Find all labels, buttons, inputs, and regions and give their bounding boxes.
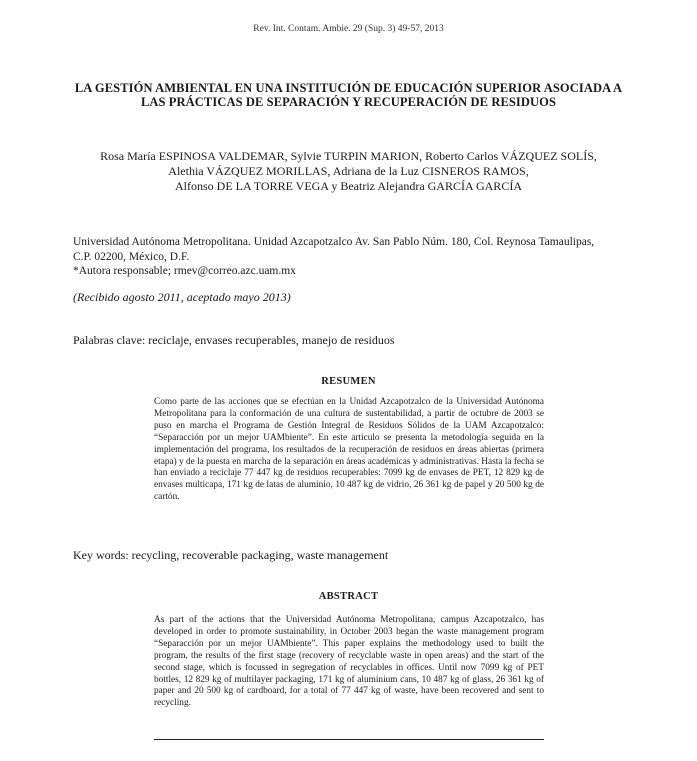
paper-title — [60, 81, 637, 109]
footnote-divider — [154, 739, 544, 740]
authors-line-1: Rosa María ESPINOSA VALDEMAR, Sylvie TURPIN MARION, Roberto Carlos VÁZQUEZ SOLÍS, — [100, 149, 597, 163]
affiliation-line-1: Universidad Autónoma Metropolitana. Unidad Azcapotzalco Av. San Pablo Núm. 180, Col. Reynosa Tamaulipas, — [73, 236, 595, 248]
abstract-body: As part of the actions that the Universidad Autónoma Metropolitana, campus Azcapotzalco, has developed in order to promote sustainability, in October 2003 began the waste management program “Separacción por un mejor UAMbiente”. This paper explains the methodology used to built the program, the results of the first stage (recovery of recyclable waste in open areas) and the start of the second stage, which is focussed in segregation of recyclables in offices. Until now 7099 kg of PET bottles, 12 829 kg of multilayer packaging, 171 kg of aluminium cans, 10 487 kg of glass, 26 361 kg of paper and 20 500 kg of cardboard, for a total of 77 447 kg of waste, have been recovered and sent to recycling. — [154, 615, 544, 709]
journal-reference: Rev. Int. Contam. Ambie. 29 (Sup. 3) 49-57, 2013 — [253, 24, 444, 34]
affiliation — [73, 235, 643, 279]
resumen-body: Como parte de las acciones que se efectúan en la Unidad Azcapotzalco de la Universidad Autónoma Metropolitana para la conformación de una cultura de sustentabilidad, a partir de octubre de 2003 se puso en marcha el Programa de Gestión Integral de Residuos Sólidos de la UAM Azcapotzalco: “Separacción por un mejor UAMbiente”. En este artículo se presenta la metodología seguida en la implementación del programa, los resultados de la recuperación de residuos en áreas abiertas (primera etapa) y de la puesta en marcha de la separación en áreas académicas y administrativas. Hasta la fecha se han enviado a reciclaje 77 447 kg de residuos recuperables: 7099 kg de envases de PET, 12 829 kg de envases multicapa, 171 kg de latas de aluminio, 10 487 kg de vidrio, 26 361 kg de papel y 20 500 kg de cartón. — [154, 397, 545, 503]
corresponding-author: *Autora responsable; rmev@correo.azc.uam.mx — [73, 265, 296, 277]
abstract-heading: ABSTRACT — [318, 591, 379, 602]
resumen-heading: RESUMEN — [321, 376, 376, 387]
author-list — [60, 149, 637, 194]
title-line-1: LA GESTIÓN AMBIENTAL EN UNA INSTITUCIÓN DE EDUCACIÓN SUPERIOR ASOCIADA A — [74, 81, 623, 95]
authors-line-3: Alfonso DE LA TORRE VEGA y Beatriz Alejandra GARCÍA GARCÍA — [175, 179, 522, 193]
affiliation-line-2: C.P. 02200, México, D.F. — [73, 250, 190, 263]
authors-line-2: Alethia VÁZQUEZ MORILLAS, Adriana de la Luz CISNEROS RAMOS, — [168, 164, 529, 178]
received-dates: (Recibido agosto 2011, aceptado mayo 2013) — [73, 290, 291, 304]
keywords-english: Key words: recycling, recoverable packaging, waste management — [73, 548, 389, 562]
title-line-2: LAS PRÁCTICAS DE SEPARACIÓN Y RECUPERACIÓN DE RESIDUOS — [140, 95, 557, 109]
keywords-spanish: Palabras clave: reciclaje, envases recuperables, manejo de residuos — [73, 333, 395, 347]
